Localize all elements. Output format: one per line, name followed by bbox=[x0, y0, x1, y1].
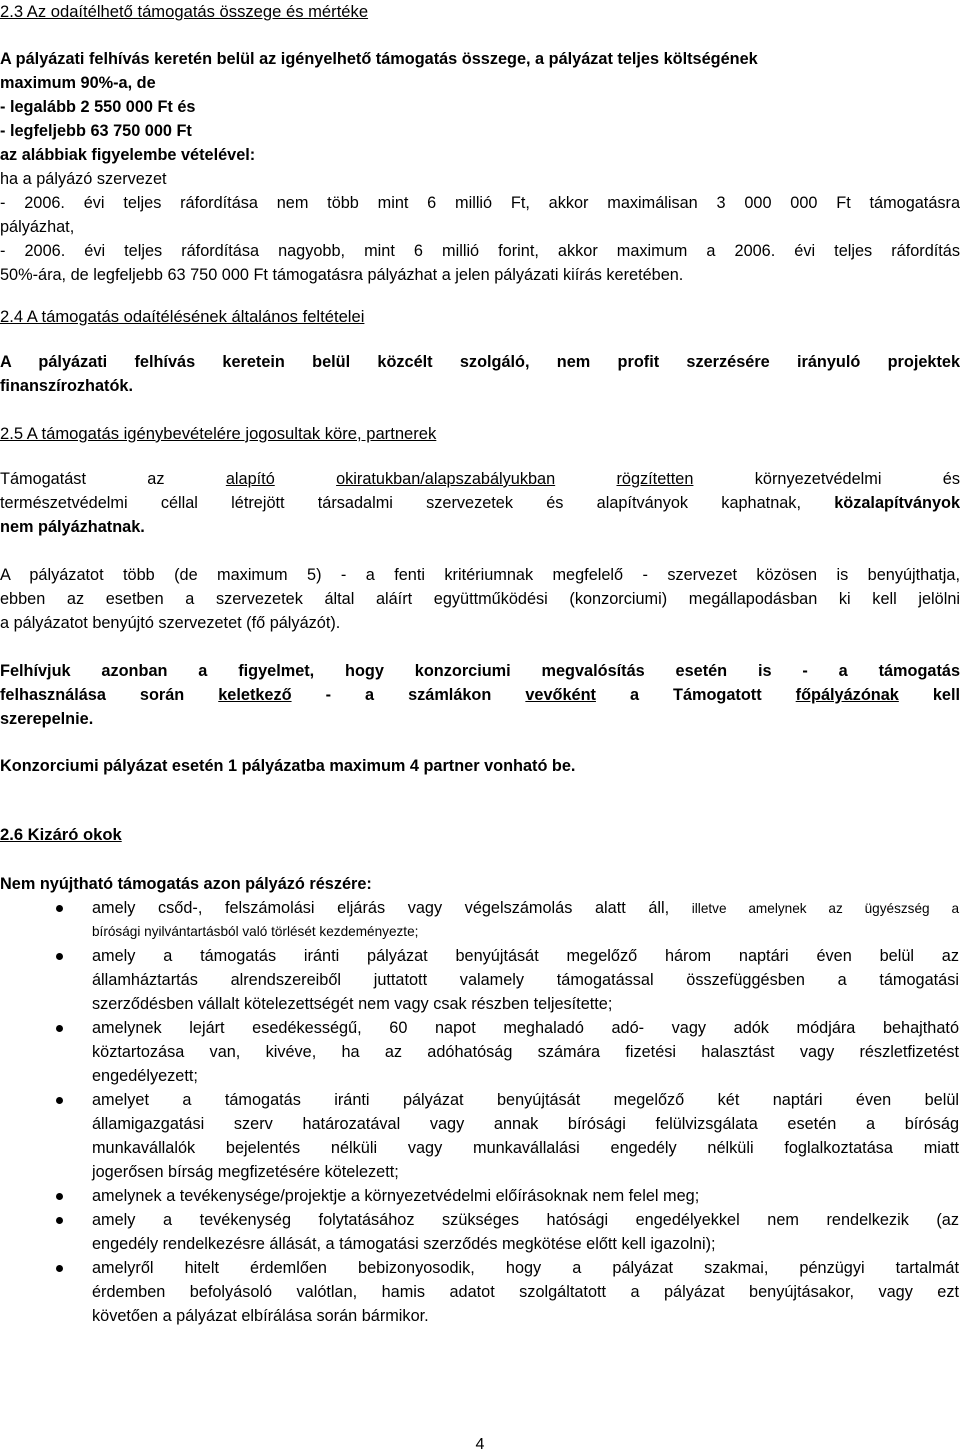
text-fragment: amely csőd-, felszámolási eljárás vagy végelszámolás alatt áll, bbox=[92, 899, 670, 917]
text-line: amelynek a tevékenysége/projektje a környezetvédelmi előírásoknak nem felel meg; bbox=[92, 1187, 700, 1205]
text-line: jogerősen bírság megfizetésére kötelezett; bbox=[92, 1163, 399, 1181]
text-line: - 2006. évi teljes ráfordítása nagyobb, mint 6 millió forint, akkor maximum a 2006. évi teljes ráfordítás bbox=[0, 242, 960, 260]
text-line: engedélyezett; bbox=[92, 1067, 198, 1085]
text-line: engedély rendelkezésre állását, a támogatási szerződés megkötése előtt kell igazolni); bbox=[92, 1235, 716, 1253]
text-fragment: felhasználása során bbox=[0, 686, 185, 704]
text-fragment: illetve amelynek az ügyészség a bbox=[691, 901, 960, 916]
text-line: - legfeljebb 63 750 000 Ft bbox=[0, 122, 192, 140]
list-item bbox=[0, 1208, 960, 1256]
list-item bbox=[0, 1184, 960, 1208]
text-line bbox=[0, 491, 960, 515]
text-line: A pályázati felhívás keretein belül közcélt szolgáló, nem profit szerzésére irányuló projektek bbox=[0, 353, 960, 371]
text-line: amelynek lejárt esedékességű, 60 napot meghaladó adó- vagy adók módjára behajtható bbox=[92, 1019, 959, 1037]
text-line: nem pályázhatnak. bbox=[0, 518, 145, 536]
list-item bbox=[0, 944, 960, 1016]
section-2-6-intro bbox=[0, 872, 960, 896]
text-line: Konzorciumi pályázat esetén 1 pályázatba maximum 4 partner vonható be. bbox=[0, 757, 576, 775]
underlined-text: alapító bbox=[225, 470, 275, 488]
text-line: maximum 90%-a, de bbox=[0, 74, 156, 92]
text-line: érdemben befolyásoló valótlan, hamis adatot szolgáltatott a pályázat benyújtásakor, vagy ezt bbox=[92, 1283, 959, 1301]
text-line: A pályázatot több (de maximum 5) - a fenti kritériumnak megfelelő - szervezet közösen is benyújthatja, bbox=[0, 566, 960, 584]
text-line: ebben az esetben a szervezetek által aláírt együttműködési (konzorciumi) megállapodásban ki kell jelölni bbox=[0, 590, 960, 608]
text-line: pályázhat, bbox=[0, 218, 75, 236]
text-line: - legalább 2 550 000 Ft és bbox=[0, 98, 196, 116]
exclusion-list bbox=[0, 896, 960, 1328]
bullet-icon bbox=[56, 1217, 63, 1224]
underlined-text: okiratukban/alapszabályukban bbox=[336, 470, 556, 488]
text-line: Nem nyújtható támogatás azon pályázó részére: bbox=[0, 875, 372, 893]
text-line bbox=[92, 896, 959, 920]
list-item bbox=[0, 1016, 960, 1088]
text-line: - 2006. évi teljes ráfordítása nem több mint 6 millió Ft, akkor maximálisan 3 000 000 Ft támogatásra bbox=[0, 194, 960, 212]
text-line: amelyet a támogatás iránti pályázat benyújtását megelőző két naptári éven belül bbox=[92, 1091, 959, 1109]
bullet-icon bbox=[56, 953, 63, 960]
list-item bbox=[0, 1256, 960, 1328]
section-2-4-body bbox=[0, 350, 960, 398]
section-2-6-heading: 2.6 Kizáró okok bbox=[0, 825, 122, 844]
section-2-5-paragraph-2 bbox=[0, 563, 960, 635]
text-line: Felhívjuk azonban a figyelmet, hogy konzorciumi megvalósítás esetén is - a támogatás bbox=[0, 662, 960, 680]
text-line: államháztartás alrendszereiből juttatott valamely támogatással összefüggésben a támogatási bbox=[92, 971, 959, 989]
bullet-icon bbox=[56, 905, 63, 912]
underlined-text: vevőként bbox=[525, 686, 596, 704]
text-line: 50%-ára, de legfeljebb 63 750 000 Ft támogatásra pályázhat a jelen pályázati kiírás keretében. bbox=[0, 266, 684, 284]
section-2-4-heading: 2.4 A támogatás odaítélésének általános feltételei bbox=[0, 307, 365, 326]
bullet-icon bbox=[56, 1097, 63, 1104]
text-fragment: környezetvédelmi és bbox=[754, 470, 960, 488]
text-line: amelyről hitelt érdemlően bebizonyosodik, hogy a pályázat szakmai, pénzügyi tartalmát bbox=[92, 1259, 959, 1277]
text-line: államigazgatási szerv határozatával vagy annak bírósági felülvizsgálata esetén a bíróság bbox=[92, 1115, 959, 1133]
section-2-5-paragraph-3 bbox=[0, 659, 960, 731]
list-item bbox=[0, 1088, 960, 1184]
text-fragment: a Támogatott bbox=[629, 686, 762, 704]
bullet-icon bbox=[56, 1265, 63, 1272]
underlined-text: keletkező bbox=[218, 686, 292, 704]
bullet-icon bbox=[56, 1025, 63, 1032]
text-line: köztartozása van, kivéve, ha az adóhatóság számára fizetési halasztást vagy részletfizetést bbox=[92, 1043, 959, 1061]
text-line: szerepelnie. bbox=[0, 710, 94, 728]
list-item bbox=[0, 896, 960, 944]
section-2-3-body bbox=[0, 47, 960, 287]
underlined-text: rögzítetten bbox=[616, 470, 694, 488]
page-number: 4 bbox=[475, 1436, 485, 1453]
section-2-5-paragraph-4 bbox=[0, 754, 960, 778]
text-line: munkavállalók bejelentés nélküli vagy munkavállalási engedély nélküli foglalkoztatása miatt bbox=[92, 1139, 959, 1157]
text-line: ha a pályázó szervezet bbox=[0, 170, 167, 188]
text-line: finanszírozhatók. bbox=[0, 377, 133, 395]
text-line bbox=[0, 683, 960, 707]
section-2-5-heading: 2.5 A támogatás igénybevételére jogosultak köre, partnerek bbox=[0, 424, 437, 443]
text-line: amely a tevékenység folytatásához szükséges hatósági engedélyekkel nem rendelkezik (az bbox=[92, 1211, 959, 1229]
bullet-icon bbox=[56, 1193, 63, 1200]
text-line: bírósági nyilvántartásból való törlését kezdeményezte; bbox=[92, 924, 419, 939]
text-line: szerződésben vállalt kötelezettségét nem vagy csak részben teljesítette; bbox=[92, 995, 613, 1013]
text-fragment: természetvédelmi céllal létrejött társadalmi szervezetek és alapítványok kaphatnak, bbox=[0, 494, 801, 512]
text-line: A pályázati felhívás keretén belül az igényelhető támogatás összege, a pályázat teljes költségének bbox=[0, 50, 758, 68]
section-2-5-paragraph-1 bbox=[0, 467, 960, 539]
underlined-text: főpályázónak bbox=[795, 686, 899, 704]
text-fragment: Támogatást az bbox=[0, 470, 165, 488]
text-line: a pályázatot benyújtó szervezetet (fő pályázót). bbox=[0, 614, 341, 632]
text-fragment: - a számlákon bbox=[325, 686, 492, 704]
text-line: követően a pályázat elbírálása során bármikor. bbox=[92, 1307, 429, 1325]
bold-text: közalapítványok bbox=[834, 494, 960, 512]
section-2-3-heading: 2.3 Az odaítélhető támogatás összege és mértéke bbox=[0, 2, 369, 21]
text-line: amely a támogatás iránti pályázat benyújtását megelőző három naptári éven belül az bbox=[92, 947, 959, 965]
text-line bbox=[0, 467, 960, 491]
text-line: az alábbiak figyelembe vételével: bbox=[0, 146, 256, 164]
text-fragment: kell bbox=[932, 686, 960, 704]
